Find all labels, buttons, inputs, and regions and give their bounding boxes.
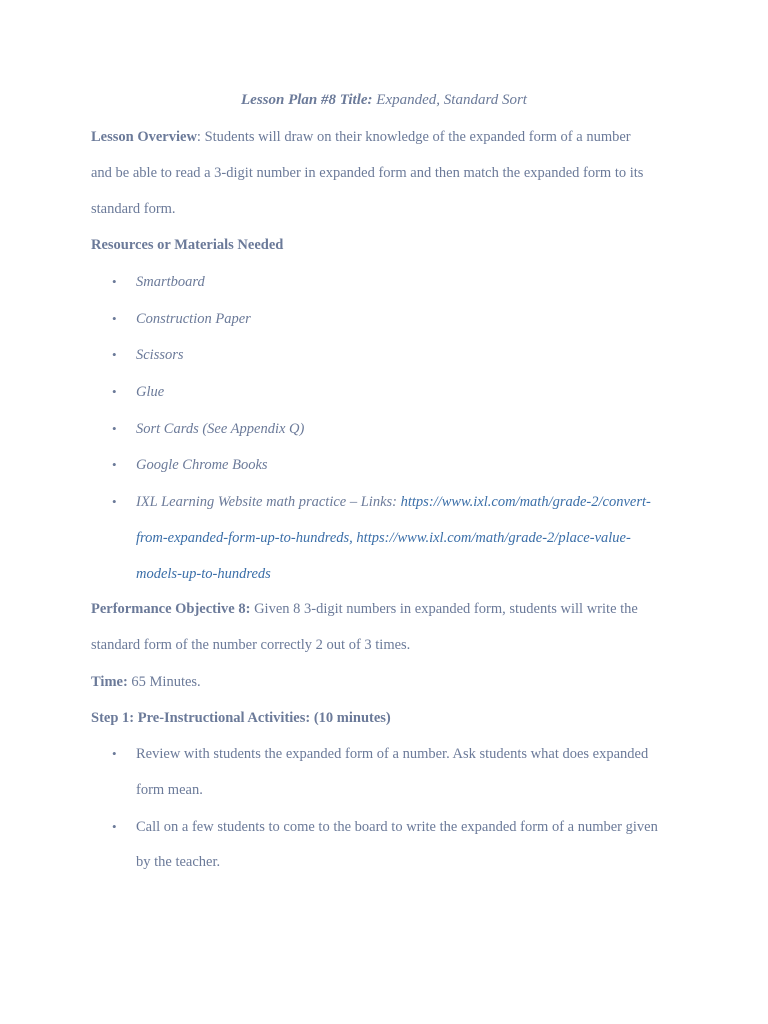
step1-bullet-text: by the teacher. — [136, 854, 221, 870]
ixl-link-separator: , — [349, 530, 357, 546]
time-label: Time: — [91, 674, 128, 690]
resource-item-label: Glue — [136, 384, 165, 400]
overview-line-2: and be able to read a 3-digit number in expanded form and then match the expanded form to its — [91, 165, 644, 181]
bullet-icon: • — [112, 347, 117, 362]
page-title — [0, 92, 768, 109]
bullet-icon: • — [112, 457, 117, 472]
step1-bullet-text: Call on a few students to come to the board to write the expanded form of a number given — [136, 819, 658, 835]
title-value: Expanded, Standard Sort — [376, 92, 527, 108]
overview-label: Lesson Overview — [91, 129, 197, 145]
resource-item-label: Google Chrome Books — [136, 457, 268, 473]
resources-heading: Resources or Materials Needed — [91, 237, 284, 253]
ixl-prefix: IXL Learning Website math practice – Links: — [136, 494, 401, 510]
bullet-icon: • — [112, 384, 117, 399]
overview-line-3: standard form. — [91, 201, 176, 217]
ixl-link-place-value-part-2[interactable]: models-up-to-hundreds — [136, 566, 271, 582]
ixl-link-convert-part-2[interactable]: from-expanded-form-up-to-hundreds — [136, 530, 350, 546]
resource-item-label: Scissors — [136, 347, 184, 363]
objective-label: Performance Objective 8: — [91, 601, 251, 617]
time-line — [91, 664, 691, 700]
objective-line-2: standard form of the number correctly 2 out of 3 times. — [91, 637, 411, 653]
resource-item-label: Smartboard — [136, 274, 205, 290]
objective-line-1 — [91, 591, 691, 627]
overview-line-1 — [91, 119, 691, 155]
step1-bullet-text: Review with students the expanded form of a number. Ask students what does expanded — [136, 746, 649, 762]
bullet-icon: • — [112, 421, 117, 436]
bullet-icon: • — [112, 274, 117, 289]
overview-colon: : — [196, 129, 201, 145]
overview-text-1: Students will draw on their knowledge of the expanded form of a number — [200, 129, 631, 145]
step1-bullet-text: form mean. — [136, 782, 203, 798]
bullet-icon: • — [112, 746, 117, 761]
ixl-link-place-value-part-1[interactable]: https://www.ixl.com/math/grade-2/place-value- — [356, 530, 631, 546]
title-prefix: Lesson Plan #8 Title: — [241, 92, 373, 108]
step1-heading: Step 1: Pre-Instructional Activities: (10 minutes) — [91, 710, 391, 726]
bullet-icon: • — [112, 494, 117, 509]
ixl-link-convert-part-1[interactable]: https://www.ixl.com/math/grade-2/convert- — [400, 494, 651, 510]
resource-item-label: Construction Paper — [136, 311, 251, 327]
time-value: 65 Minutes. — [127, 674, 201, 690]
bullet-icon: • — [112, 311, 117, 326]
objective-text-1: Given 8 3-digit numbers in expanded form, students will write the — [250, 601, 638, 617]
resource-item-label: Sort Cards (See Appendix Q) — [136, 421, 305, 437]
bullet-icon: • — [112, 819, 117, 834]
